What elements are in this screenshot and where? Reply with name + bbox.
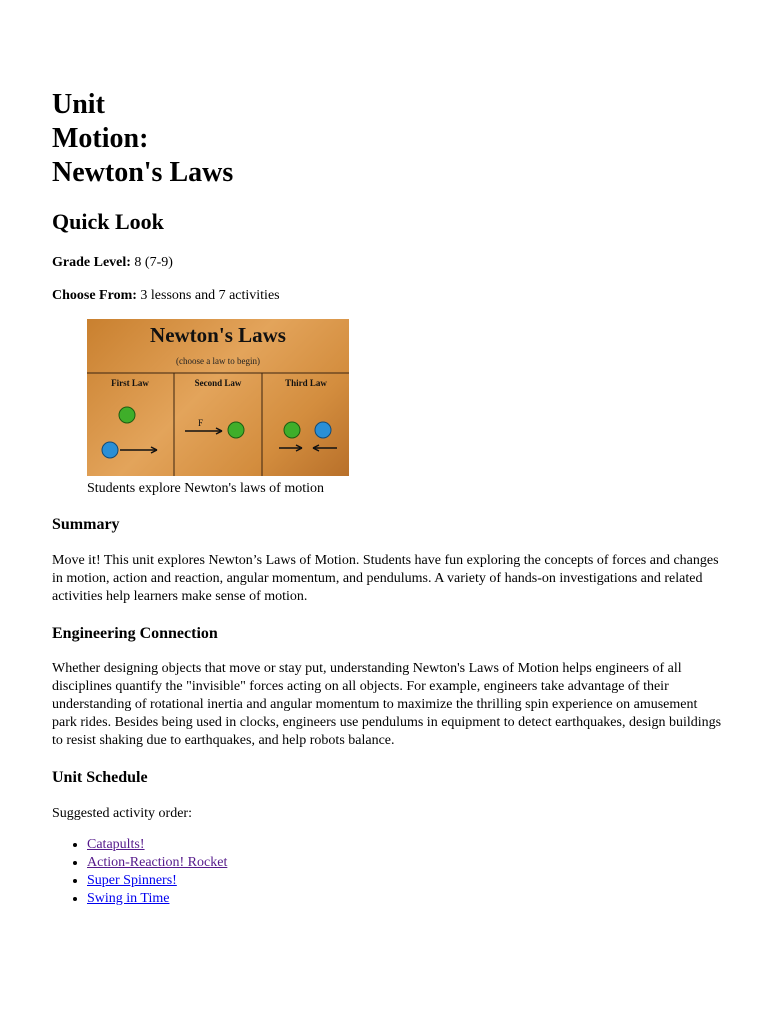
green-ball-icon <box>228 422 244 438</box>
figure-caption: Students explore Newton's laws of motion <box>87 481 324 496</box>
engineering-connection-heading: Engineering Connection <box>52 625 218 642</box>
newtons-laws-illustration <box>87 319 349 476</box>
title-line-1: Unit <box>52 89 105 120</box>
choose-from <box>52 287 724 305</box>
grade-level-value: 8 (7-9) <box>134 255 173 270</box>
unit-schedule-heading: Unit Schedule <box>52 769 148 786</box>
summary-heading: Summary <box>52 516 120 533</box>
blue-ball-icon <box>102 442 118 458</box>
column-label-first-law: First Law <box>111 378 149 388</box>
quick-look-heading: Quick Look <box>52 209 164 234</box>
list-item <box>87 836 227 854</box>
engineering-connection-text: Whether designing objects that move or stay put, understanding Newton's Laws of Motion helps engineers of all disciplines quantify the "invisible" forces acting on all objects. For example, engineers take advantage of their understanding of rotational inertia and angular momentum to maximize the thrilling spin experience on amusement park rides. Besides being used in clocks, engineers use pendulums in equipment to detect earthquakes, design buildings to resist shaking due to earthquakes, and help robots balance. <box>52 661 722 748</box>
list-item <box>87 854 227 872</box>
list-item <box>87 890 227 908</box>
activity-link-super-spinners[interactable]: Super Spinners! <box>87 873 177 888</box>
column-label-third-law: Third Law <box>285 378 327 388</box>
figure <box>87 319 349 498</box>
force-label: F <box>198 418 204 428</box>
blue-ball-icon <box>315 422 331 438</box>
summary-text: Move it! This unit explores Newton’s Laws of Motion. Students have fun exploring the concepts of forces and changes in motion, action and reaction, angular momentum, and pendulums. A variety of hands-on investigations and related activities help learners make sense of motion. <box>52 553 719 604</box>
image-title: Newton's Laws <box>150 323 286 347</box>
activity-link-action-reaction-rocket[interactable]: Action-Reaction! Rocket <box>87 855 228 870</box>
choose-from-value: 3 lessons and 7 activities <box>140 288 280 303</box>
activity-link-catapults[interactable]: Catapults! <box>87 837 145 852</box>
activity-list <box>52 836 227 908</box>
title-line-3: Newton's Laws <box>52 157 234 188</box>
page-title <box>52 88 233 190</box>
unit-schedule-intro: Suggested activity order: <box>52 806 192 821</box>
image-subtitle: (choose a law to begin) <box>176 356 260 366</box>
newtons-laws-image[interactable] <box>87 319 349 476</box>
column-label-second-law: Second Law <box>194 378 242 388</box>
green-ball-icon <box>119 407 135 423</box>
list-item <box>87 872 227 890</box>
green-ball-icon <box>284 422 300 438</box>
grade-level <box>52 254 724 272</box>
activity-link-swing-in-time[interactable]: Swing in Time <box>87 891 170 906</box>
choose-from-label: Choose From: <box>52 288 137 303</box>
title-line-2: Motion: <box>52 123 149 154</box>
grade-level-label: Grade Level: <box>52 255 131 270</box>
